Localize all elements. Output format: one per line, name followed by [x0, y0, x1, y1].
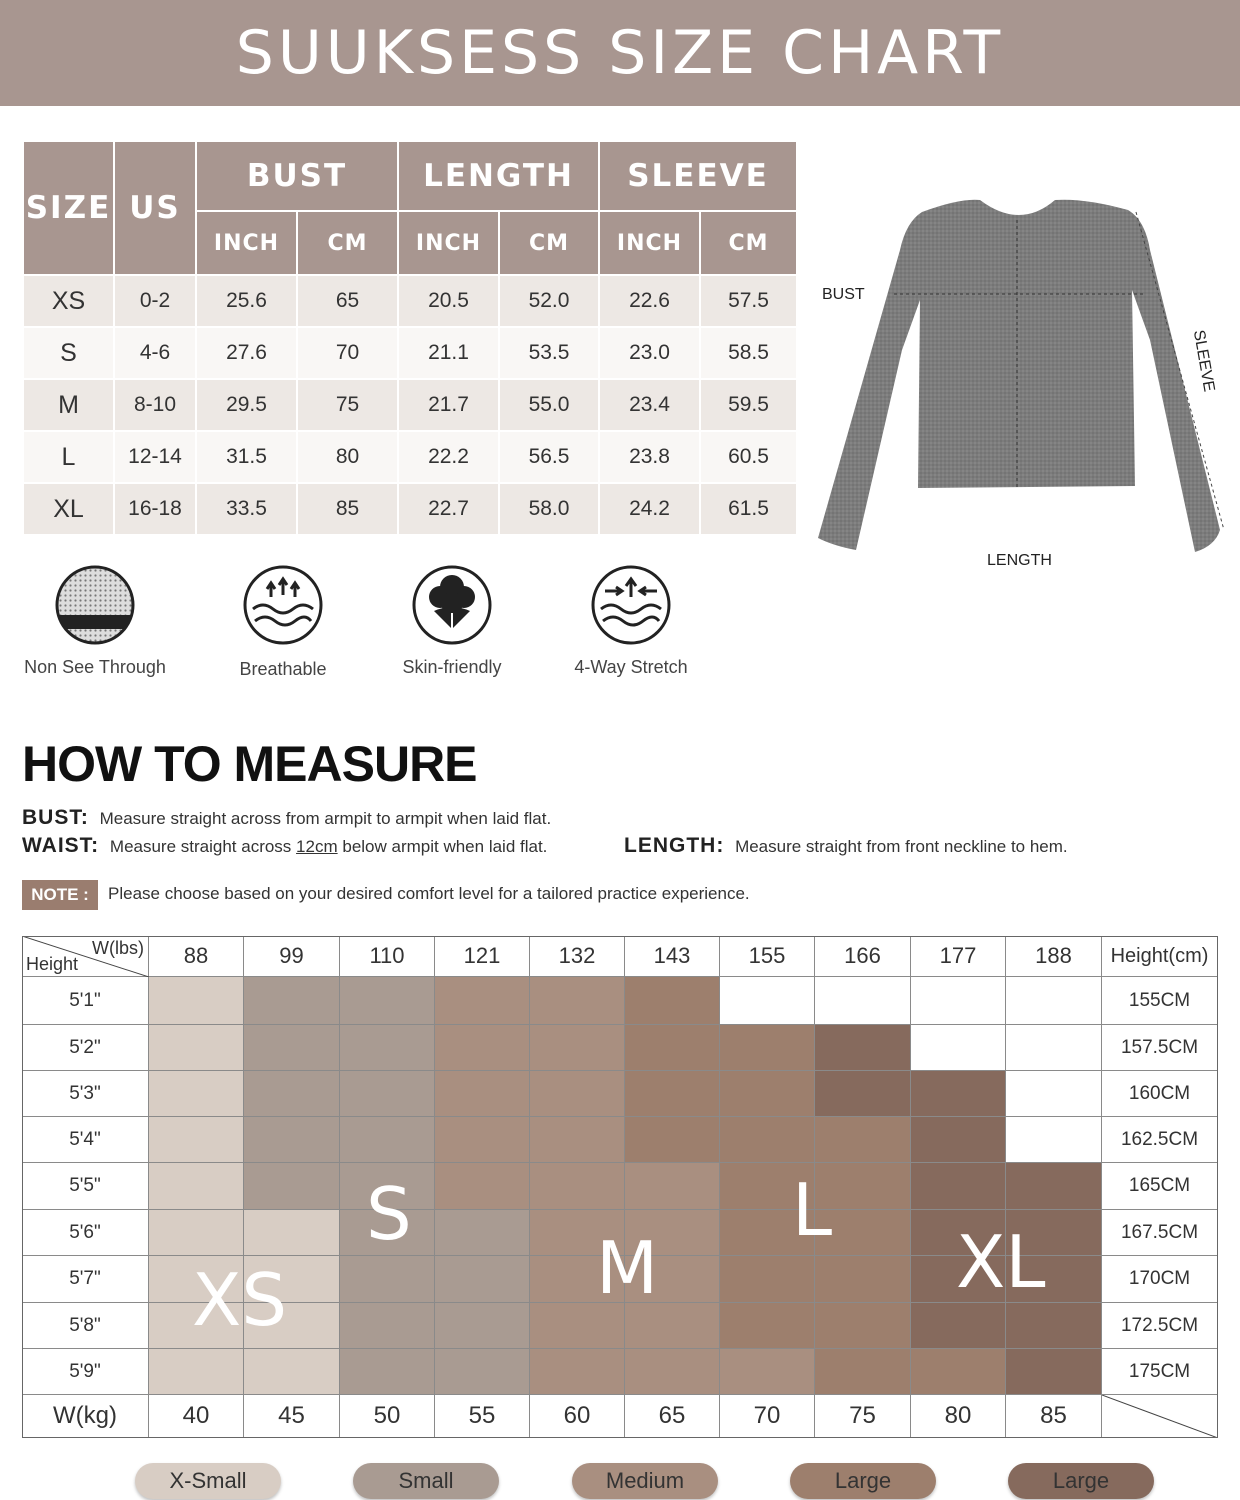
weight-kg-label: 55	[435, 1395, 530, 1438]
legend-label: Large	[834, 1468, 892, 1493]
size-cell-bust-in: 31.5	[196, 431, 297, 483]
grid-cell-s	[435, 1256, 530, 1303]
grid-cell-s	[435, 1349, 530, 1395]
size-row	[23, 431, 797, 483]
size-cell-slv-cm: 57.5	[700, 275, 797, 327]
height-weight-grid	[22, 936, 1218, 1438]
corner-diagonal	[1102, 1395, 1218, 1438]
feature-skin-friendly	[357, 563, 547, 678]
grid-cell-l	[815, 1256, 911, 1303]
shirt-icon	[810, 190, 1230, 580]
grid-cell-xl	[911, 1303, 1006, 1349]
size-cell-slv-in: 23.0	[599, 327, 700, 379]
grid-cell-l	[911, 1349, 1006, 1395]
height-cm-label: 172.5CM	[1102, 1303, 1218, 1349]
size-cell-bust-cm: 75	[297, 379, 398, 431]
page-title: SUUKSESS SIZE CHART	[235, 18, 1005, 88]
grid-cell-m	[720, 1349, 815, 1395]
size-cell-us: 8-10	[114, 379, 196, 431]
grid-cell-s	[244, 1163, 340, 1210]
zone-label-m: M	[596, 1226, 659, 1310]
grid-cell-l	[720, 1117, 815, 1163]
header-length-inch: INCH	[398, 211, 499, 275]
length-instruction	[624, 834, 1068, 858]
header-us: US	[114, 141, 196, 275]
grid-cell-xl	[815, 1025, 911, 1071]
size-cell-size: S	[23, 327, 114, 379]
weight-lbs-header: 143	[625, 936, 720, 977]
grid-cell-empty	[1006, 977, 1102, 1025]
size-cell-slv-cm: 61.5	[700, 483, 797, 535]
waist-instruction-label: WAIST:	[22, 834, 100, 857]
size-cell-size: L	[23, 431, 114, 483]
grid-cell-m	[530, 1349, 625, 1395]
bust-instruction	[22, 806, 551, 830]
grid-cell-xl	[815, 1071, 911, 1117]
weight-lbs-header: 132	[530, 936, 625, 977]
grid-bottom-right-corner	[1102, 1395, 1218, 1438]
height-ft-label: 5'1"	[22, 977, 149, 1025]
header-size: SIZE	[23, 141, 114, 275]
height-ft-label: 5'6"	[22, 1210, 149, 1256]
size-cell-slv-cm: 60.5	[700, 431, 797, 483]
size-row	[23, 483, 797, 535]
grid-cell-xl	[1006, 1349, 1102, 1395]
size-cell-len-in: 21.7	[398, 379, 499, 431]
size-cell-us: 12-14	[114, 431, 196, 483]
grid-cell-empty	[1006, 1117, 1102, 1163]
size-cell-slv-cm: 58.5	[700, 327, 797, 379]
weight-lbs-header: 88	[149, 936, 244, 977]
weight-kg-label: 85	[1006, 1395, 1102, 1438]
stretch-arrows-icon	[589, 563, 673, 647]
grid-cell-m	[530, 1071, 625, 1117]
grid-cell-empty	[911, 1025, 1006, 1071]
weight-kg-label: 45	[244, 1395, 340, 1438]
header-bust-inch: INCH	[196, 211, 297, 275]
weight-kg-label: 80	[911, 1395, 1006, 1438]
header-sleeve-inch: INCH	[599, 211, 700, 275]
size-cell-bust-cm: 65	[297, 275, 398, 327]
legend-x-large	[1008, 1463, 1154, 1499]
feature-label: 4-Way Stretch	[574, 657, 688, 677]
grid-cell-l	[625, 1071, 720, 1117]
grid-cell-empty	[1006, 1025, 1102, 1071]
legend-label: Large	[1052, 1468, 1110, 1493]
grid-cell-m	[530, 1163, 625, 1210]
legend-large	[790, 1463, 936, 1499]
size-cell-len-cm: 52.0	[499, 275, 599, 327]
grid-cell-s	[244, 977, 340, 1025]
cotton-flower-icon	[410, 563, 494, 647]
title-banner	[0, 0, 1240, 106]
weight-kg-label: 40	[149, 1395, 244, 1438]
shirt-diagram	[810, 190, 1230, 580]
weight-lbs-header: 166	[815, 936, 911, 977]
grid-cell-l	[720, 1303, 815, 1349]
weight-kg-label: 60	[530, 1395, 625, 1438]
weight-kg-label: 70	[720, 1395, 815, 1438]
legend-x-small	[135, 1463, 281, 1499]
grid-cell-l	[815, 1349, 911, 1395]
note-badge: NOTE :	[22, 880, 98, 910]
size-table	[22, 140, 798, 536]
header-sleeve: SLEEVE	[599, 141, 797, 211]
grid-cell-xs	[149, 1349, 244, 1395]
grid-cell-empty	[911, 977, 1006, 1025]
height-cm-label: 157.5CM	[1102, 1025, 1218, 1071]
grid-cell-m	[530, 977, 625, 1025]
note-text: Please choose based on your desired comfort level for a tailored practice experience.	[108, 884, 750, 903]
grid-cell-s	[340, 1349, 435, 1395]
grid-corner	[22, 936, 149, 977]
height-cm-label: 165CM	[1102, 1163, 1218, 1210]
grid-cell-xs	[149, 1117, 244, 1163]
height-ft-label: 5'4"	[22, 1117, 149, 1163]
grid-cell-l	[815, 1117, 911, 1163]
grid-cell-s	[340, 1071, 435, 1117]
size-cell-bust-in: 33.5	[196, 483, 297, 535]
header-length: LENGTH	[398, 141, 599, 211]
waist-instruction-text-a: Measure straight across	[109, 837, 292, 856]
weight-lbs-header: 188	[1006, 936, 1102, 977]
size-cell-len-in: 21.1	[398, 327, 499, 379]
size-cell-slv-cm: 59.5	[700, 379, 797, 431]
height-cm-label: 167.5CM	[1102, 1210, 1218, 1256]
header-bust: BUST	[196, 141, 398, 211]
corner-height-label: Height	[26, 954, 79, 974]
bust-instruction-label: BUST:	[22, 806, 89, 829]
mesh-circle-icon	[53, 563, 137, 647]
size-cell-size: M	[23, 379, 114, 431]
grid-cell-l	[720, 1256, 815, 1303]
height-cm-label: 170CM	[1102, 1256, 1218, 1303]
grid-cell-s	[340, 1303, 435, 1349]
height-ft-label: 5'9"	[22, 1349, 149, 1395]
grid-cell-xs	[149, 1025, 244, 1071]
grid-cell-s	[244, 1117, 340, 1163]
size-cell-len-cm: 58.0	[499, 483, 599, 535]
feature-label: Non See Through	[24, 657, 166, 677]
weight-lbs-header: 110	[340, 936, 435, 977]
size-cell-slv-in: 23.4	[599, 379, 700, 431]
grid-cell-m	[625, 1163, 720, 1210]
grid-cell-l	[625, 1025, 720, 1071]
grid-cell-xs	[149, 1163, 244, 1210]
bust-label: BUST	[822, 286, 865, 303]
size-cell-len-in: 20.5	[398, 275, 499, 327]
size-cell-bust-in: 27.6	[196, 327, 297, 379]
size-cell-len-cm: 55.0	[499, 379, 599, 431]
size-cell-bust-cm: 80	[297, 431, 398, 483]
height-ft-label: 5'5"	[22, 1163, 149, 1210]
zone-label-xs: XS	[192, 1258, 288, 1342]
height-cm-label: 155CM	[1102, 977, 1218, 1025]
size-cell-slv-in: 23.8	[599, 431, 700, 483]
size-cell-bust-in: 25.6	[196, 275, 297, 327]
size-row	[23, 275, 797, 327]
size-row	[23, 327, 797, 379]
grid-cell-xl	[911, 1117, 1006, 1163]
grid-cell-xs	[149, 1071, 244, 1117]
grid-cell-empty	[720, 977, 815, 1025]
height-ft-label: 5'7"	[22, 1256, 149, 1303]
grid-cell-m	[435, 1025, 530, 1071]
corner-weight-label: W(lbs)	[92, 938, 144, 958]
size-cell-size: XS	[23, 275, 114, 327]
weight-lbs-header: 121	[435, 936, 530, 977]
grid-cell-l	[720, 1025, 815, 1071]
grid-cell-m	[530, 1117, 625, 1163]
weight-kg-label: 50	[340, 1395, 435, 1438]
grid-cell-s	[340, 1256, 435, 1303]
grid-cell-xl	[911, 1071, 1006, 1117]
height-cm-label: 160CM	[1102, 1071, 1218, 1117]
size-cell-us: 4-6	[114, 327, 196, 379]
size-cell-slv-in: 22.6	[599, 275, 700, 327]
grid-cell-m	[530, 1025, 625, 1071]
grid-cell-empty	[815, 977, 911, 1025]
grid-cell-s	[435, 1303, 530, 1349]
zone-label-xl: XL	[956, 1220, 1046, 1304]
height-cm-label: 175CM	[1102, 1349, 1218, 1395]
zone-label-s: S	[366, 1172, 412, 1256]
grid-cell-l	[720, 1071, 815, 1117]
waist-instruction-text-b: below armpit when laid flat.	[342, 837, 548, 856]
zone-label-l: L	[792, 1168, 833, 1252]
header-bust-cm: CM	[297, 211, 398, 275]
grid-cell-xl	[911, 1163, 1006, 1210]
weight-lbs-header: 155	[720, 936, 815, 977]
how-to-measure-heading: HOW TO MEASURE	[22, 736, 477, 792]
grid-cell-xs	[149, 1210, 244, 1256]
grid-cell-l	[625, 977, 720, 1025]
grid-cell-m	[625, 1349, 720, 1395]
weight-lbs-header: 177	[911, 936, 1006, 977]
grid-cell-s	[244, 1025, 340, 1071]
grid-cell-empty	[1006, 1071, 1102, 1117]
wkg-label: W(kg)	[22, 1395, 149, 1438]
grid-cell-s	[340, 1025, 435, 1071]
grid-cell-m	[435, 1071, 530, 1117]
weight-lbs-header: 99	[244, 936, 340, 977]
feature-label: Breathable	[239, 659, 327, 679]
size-cell-slv-in: 24.2	[599, 483, 700, 535]
height-ft-label: 5'8"	[22, 1303, 149, 1349]
waist-instruction	[22, 834, 547, 858]
grid-cell-xs	[149, 977, 244, 1025]
height-cm-header: Height(cm)	[1102, 936, 1218, 977]
size-row	[23, 379, 797, 431]
grid-cell-s	[340, 977, 435, 1025]
weight-kg-label: 75	[815, 1395, 911, 1438]
size-cell-size: XL	[23, 483, 114, 535]
height-cm-label: 162.5CM	[1102, 1117, 1218, 1163]
legend-label: X-Small	[169, 1468, 247, 1493]
weight-kg-label: 65	[625, 1395, 720, 1438]
grid-cell-m	[435, 1117, 530, 1163]
grid-cell-m	[435, 1163, 530, 1210]
grid-cell-xs	[244, 1349, 340, 1395]
size-cell-bust-cm: 85	[297, 483, 398, 535]
height-ft-label: 5'3"	[22, 1071, 149, 1117]
feature-non-see-through	[0, 563, 190, 678]
size-cell-us: 16-18	[114, 483, 196, 535]
size-cell-len-cm: 53.5	[499, 327, 599, 379]
feature-4-way-stretch	[536, 563, 726, 678]
length-instruction-label: LENGTH:	[624, 834, 725, 857]
size-cell-bust-in: 29.5	[196, 379, 297, 431]
size-cell-len-in: 22.7	[398, 483, 499, 535]
grid-cell-xs	[244, 1210, 340, 1256]
waist-instruction-value: 12cm	[296, 837, 338, 856]
feature-label: Skin-friendly	[402, 657, 502, 677]
header-sleeve-cm: CM	[700, 211, 797, 275]
grid-cell-s	[435, 1210, 530, 1256]
grid-cell-s	[244, 1071, 340, 1117]
height-ft-label: 5'2"	[22, 1025, 149, 1071]
legend-medium	[572, 1463, 718, 1499]
size-cell-len-in: 22.2	[398, 431, 499, 483]
header-length-cm: CM	[499, 211, 599, 275]
grid-cell-xl	[1006, 1303, 1102, 1349]
bust-instruction-text: Measure straight across from armpit to armpit when laid flat.	[99, 809, 552, 828]
legend-label: Small	[398, 1468, 454, 1493]
legend-label: Medium	[605, 1468, 685, 1493]
grid-cell-xl	[1006, 1163, 1102, 1210]
grid-cell-s	[340, 1117, 435, 1163]
sleeve-label: SLEEVE	[1189, 328, 1218, 394]
length-label: LENGTH	[987, 552, 1052, 569]
size-cell-us: 0-2	[114, 275, 196, 327]
size-cell-len-cm: 56.5	[499, 431, 599, 483]
legend-small	[353, 1463, 499, 1499]
grid-cell-l	[815, 1303, 911, 1349]
grid-cell-l	[625, 1117, 720, 1163]
grid-cell-m	[435, 977, 530, 1025]
breathable-waves-icon	[241, 563, 325, 647]
length-instruction-text: Measure straight from front neckline to hem.	[735, 837, 1068, 856]
feature-breathable	[188, 563, 378, 680]
size-cell-bust-cm: 70	[297, 327, 398, 379]
